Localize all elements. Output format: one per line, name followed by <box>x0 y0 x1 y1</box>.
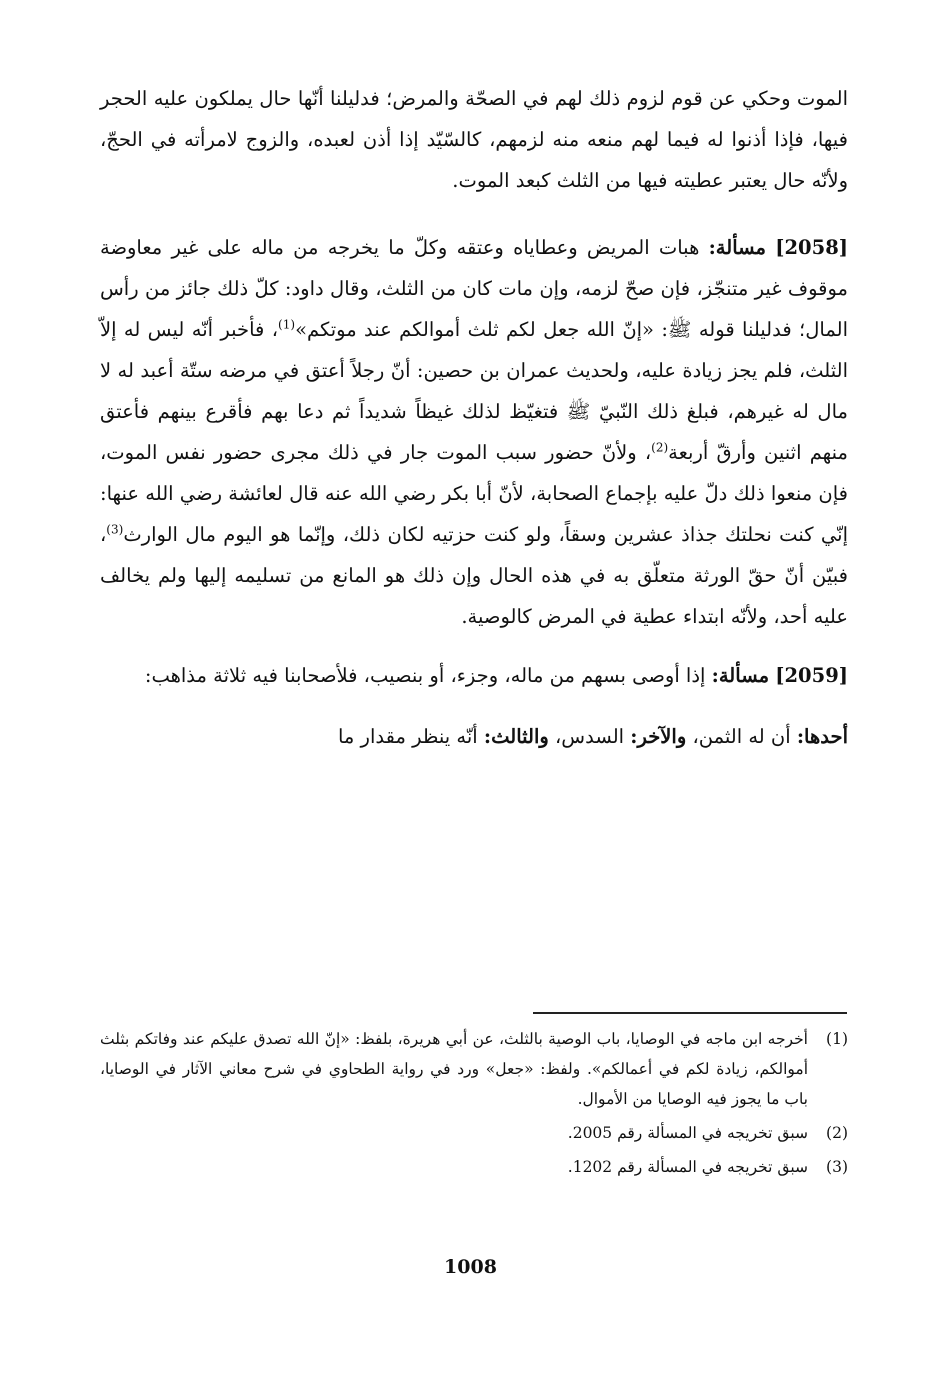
paragraph: الموت وحكي عن قوم لزوم ذلك لهم في الصحّة والمرض؛ فدليلنا أنّها حال يملكون عليه الحجر فيها، فإذا أذنوا له فيما لهم منعه منه لزمهم، كالسّيّد إذا أذن لعبده، والزوج لامرأته في الحجّ، ولأنّه حال يعتبر عطيته فيها من الثلث كبعد الموت. <box>100 87 848 192</box>
opinions-paragraph <box>100 716 848 757</box>
footnote-divider <box>533 1012 847 1014</box>
footnote-ref: (3) <box>106 522 124 537</box>
page-body <box>100 78 848 757</box>
issue-number: [2058] <box>775 236 848 259</box>
issue-text: هبات المريض وعطاياه وعتقه وكلّ ما يخرجه من ماله على غير معاوضة موقوف غير متنجّز، فإن صحّ لزمه، وإن مات كان من الثلث، وقال داود: كلّ ذلك جائز من رأس المال؛ فدليلنا قوله ﷺ: «إنّ الله جعل لكم ثلث أموالكم عند موتكم» <box>100 236 848 341</box>
footnote <box>100 1118 848 1148</box>
opinion-label: والآخر: <box>630 725 687 748</box>
opinion-text: أنّه ينظر مقدار ما <box>337 725 478 748</box>
footnote-text: أخرجه ابن ماجه في الوصايا، باب الوصية بالثلث، عن أبي هريرة، بلفظ: «إنّ الله تصدق عليكم عند وفاتكم بثلث أموالكم، زيادة لكم في أعمالكم». ولفظ: «جعل» ورد في رواية الطحاوي في شرح معاني الآثار في الوصايا، باب ما يجوز فيه الوصايا من الأموال. <box>100 1030 808 1108</box>
footnote-number: (1) <box>826 1030 848 1048</box>
footnotes <box>100 1024 848 1182</box>
issue-2058 <box>100 227 848 637</box>
footnote-number: (2) <box>826 1124 848 1142</box>
issue-text: ، فبيّن أنّ حقّ الورثة متعلّق به في هذه الحال وإن ذلك هو المانع من تسليمه إليها ولم يخالف عليه أحد، ولأنّه ابتداء عطية في المرض كالوصية. <box>100 523 848 628</box>
footnote-ref: (2) <box>651 440 669 455</box>
page-number: 1008 <box>444 1256 497 1278</box>
issue-text: ، ولأنّ حضور سبب الموت جار في ذلك مجرى حضور نفس الموت، فإن منعوا ذلك دلّ عليه بإجماع الصحابة، لأنّ أبا بكر رضي الله عنه قال لعائشة رضي الله عنها: إنّي كنت نحلتك جذاذ عشرين وسقاً، ولو كنت حزتيه لكان ذلك، وإنّما هو اليوم مال الوارث <box>100 441 848 546</box>
opinion-label: والثالث: <box>483 725 549 748</box>
opinion-label: أحدها: <box>796 725 848 748</box>
issue-number: [2059] <box>775 664 848 687</box>
footnote-number: (3) <box>826 1158 848 1176</box>
footnote-text: سبق تخريجه في المسألة رقم 1202. <box>567 1158 808 1176</box>
issue-text: إذا أوصى بسهم من ماله، وجزء، أو بنصيب، فلأصحابنا فيه ثلاثة مذاهب: <box>144 664 706 687</box>
issue-label: مسألة: <box>711 664 770 687</box>
issue-2059 <box>100 655 848 696</box>
footnote <box>100 1024 848 1114</box>
footnote-text: سبق تخريجه في المسألة رقم 2005. <box>567 1124 808 1142</box>
opinion-text: السدس، <box>555 725 625 748</box>
issue-label: مسألة: <box>708 236 766 259</box>
footnote <box>100 1152 848 1182</box>
opinion-text: أن له الثمن، <box>692 725 791 748</box>
issue-text: ، فأخبر أنّه ليس له إلاّ الثلث، فلم يجز زيادة عليه، ولحديث عمران بن حصين: أنّ رجلاً أعتق في مرضه ستّة أعبد له لا مال له غيرهم، فبلغ ذلك النّبيّ ﷺ فتغيّظ لذلك غيظاً شديداً ثم دعا بهم فأقرع بينهم فأعتق منهم اثنين وأرقّ أربعة <box>100 318 848 464</box>
footnote-ref: (1) <box>278 317 296 332</box>
